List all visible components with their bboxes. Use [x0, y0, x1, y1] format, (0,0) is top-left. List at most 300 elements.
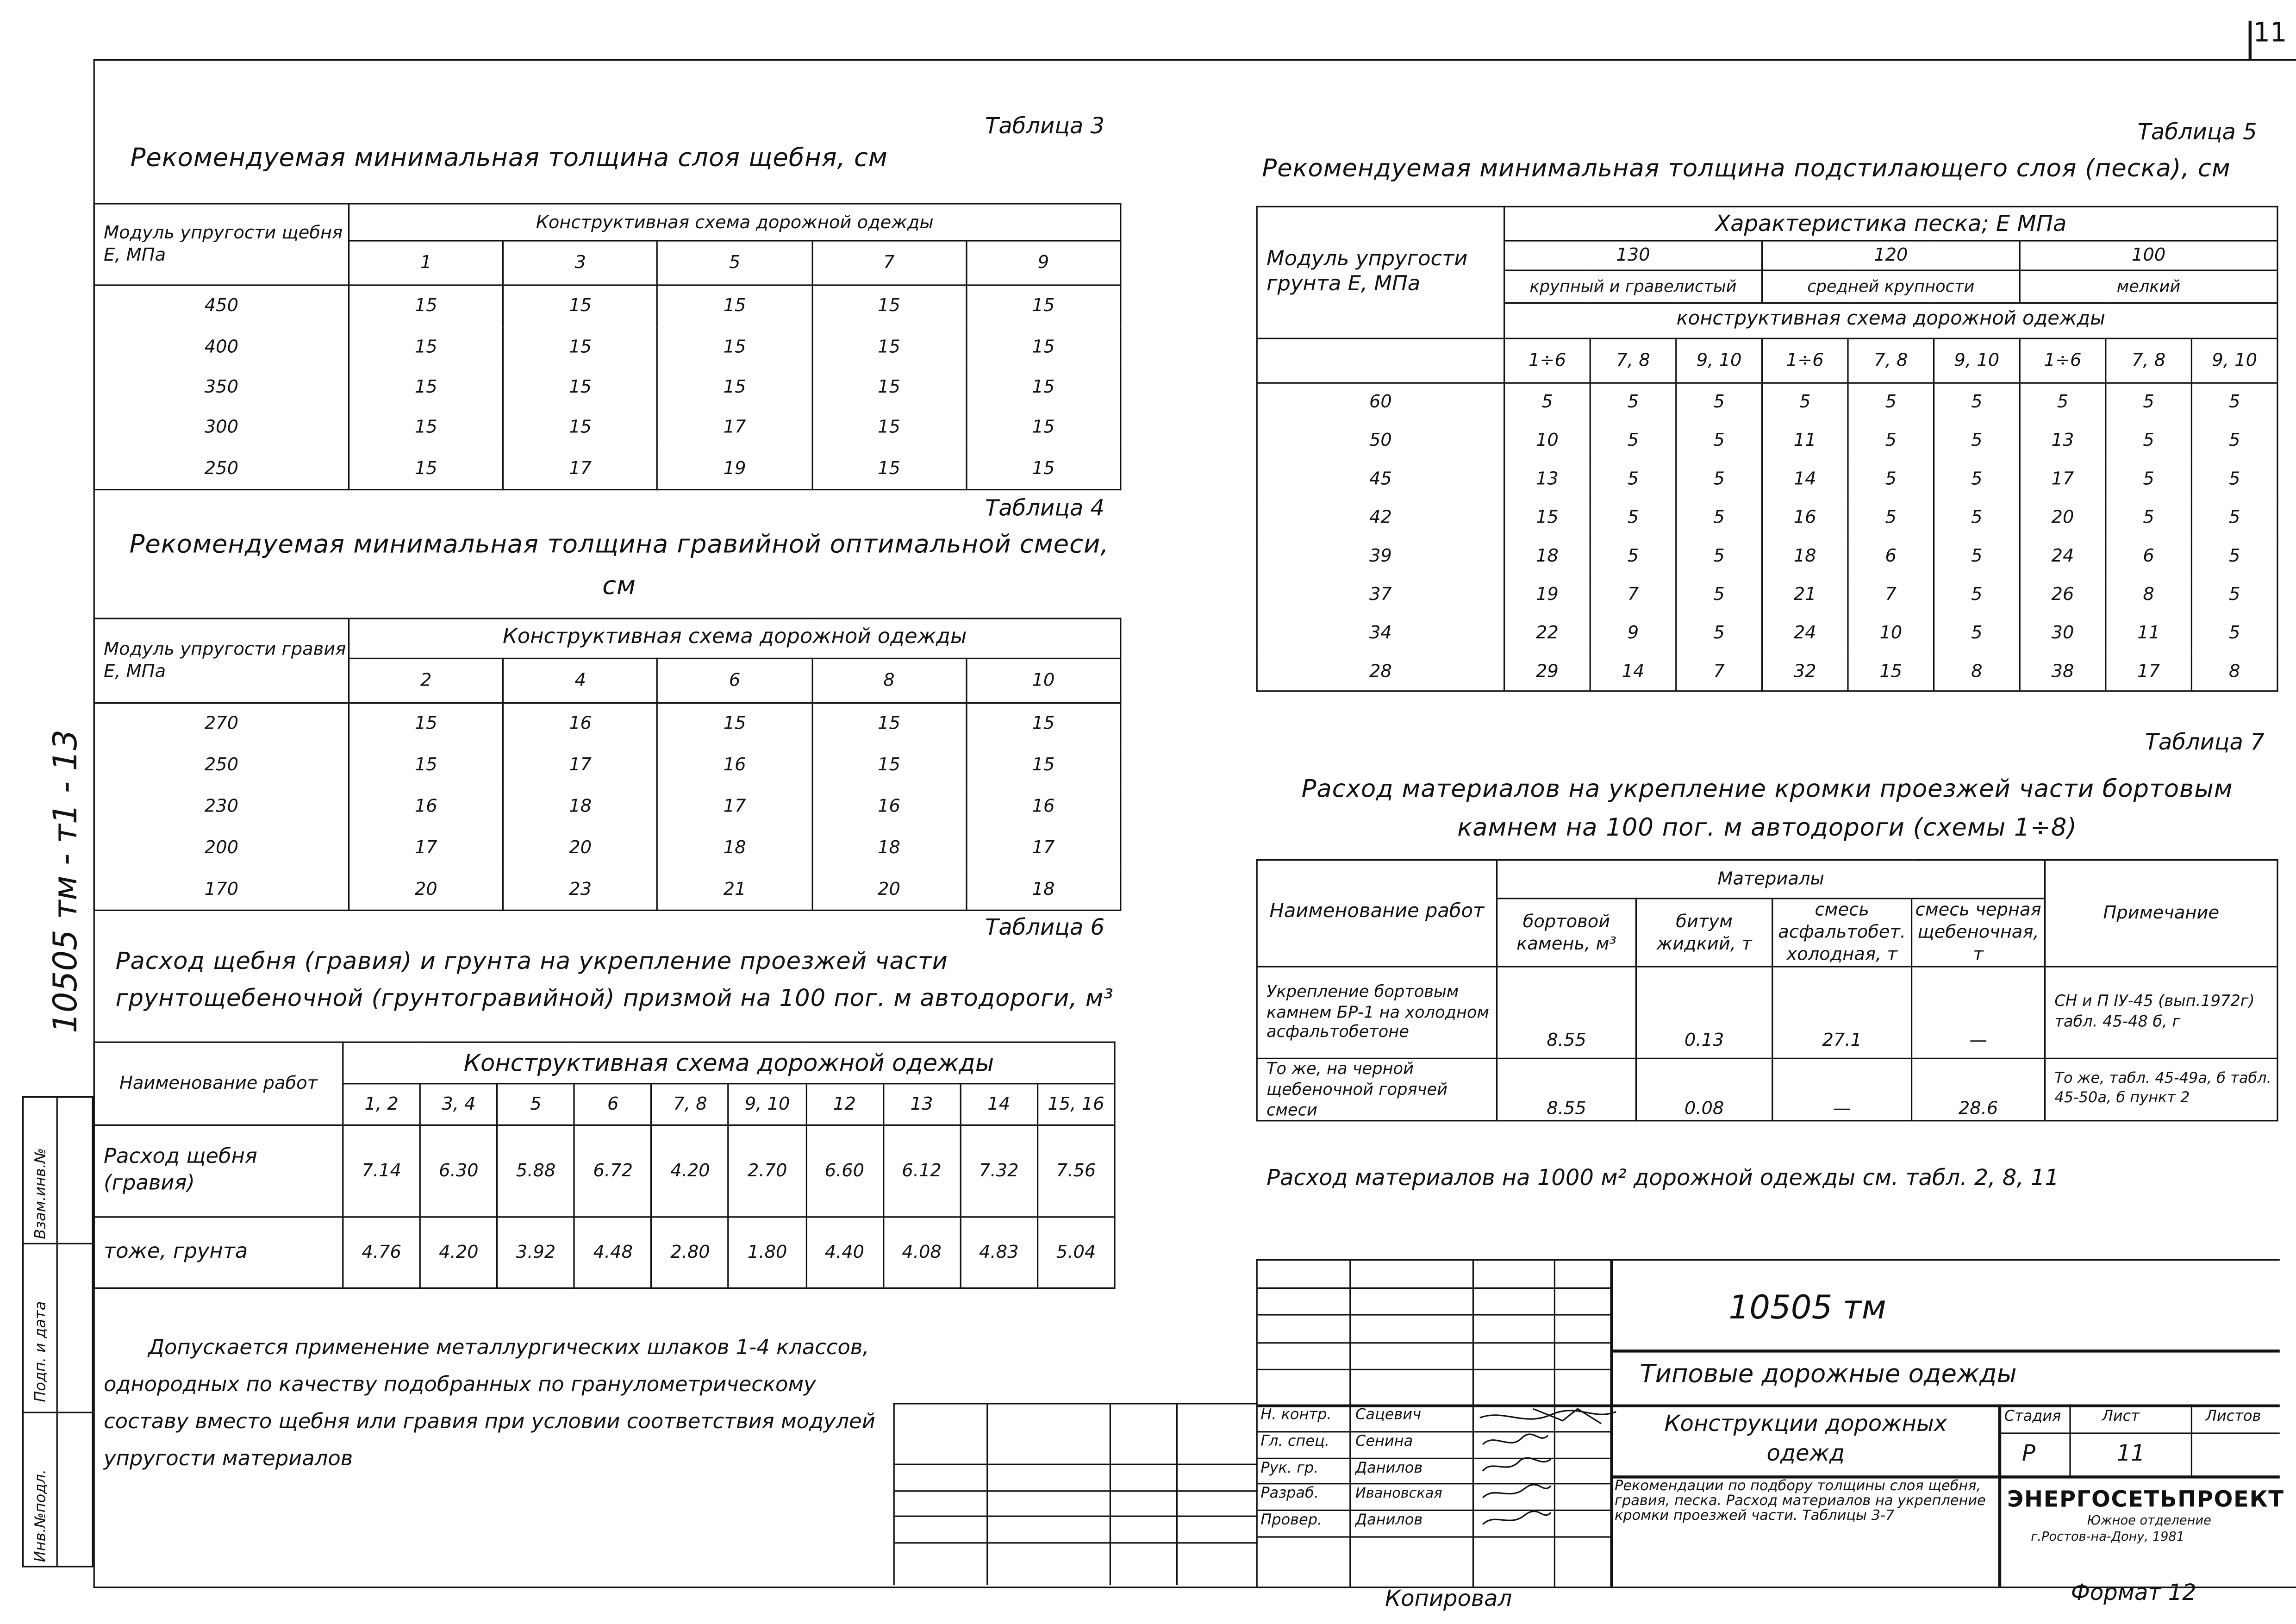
- table-cell: 5: [2106, 383, 2192, 421]
- table6-row-header: Наименование работ: [94, 1042, 343, 1125]
- table-cell: 5: [1848, 460, 1934, 499]
- role-name: Данилов: [1355, 1512, 1423, 1529]
- table-cell: 15: [1504, 499, 1591, 537]
- format-label: Формат 12: [2071, 1579, 2196, 1606]
- table5-group-header: Характеристика песка; Е МПа: [1504, 206, 2277, 241]
- table-cell: 5: [1934, 383, 2020, 421]
- table-cell: 15: [966, 703, 1121, 744]
- table-row: [94, 703, 1121, 744]
- table-cell: 15: [966, 367, 1121, 407]
- table-cell: 34: [1257, 614, 1504, 652]
- table-cell: 17: [966, 827, 1121, 869]
- table-cell: 20: [812, 869, 966, 911]
- table-cell: 15: [349, 448, 503, 490]
- table-cell: 8: [2191, 653, 2277, 691]
- table-cell: 15: [966, 448, 1121, 490]
- table5-row-header: Модуль упругости грунта Е, МПа: [1257, 206, 1504, 338]
- table-cell: 15: [657, 285, 811, 327]
- table4-col-header: 6: [657, 658, 811, 703]
- table6-col-header: 13: [883, 1084, 961, 1125]
- table-cell: 17: [503, 744, 657, 786]
- table-cell: 2.70: [729, 1125, 806, 1217]
- table-cell: 30: [2020, 614, 2106, 652]
- table6-col-header: 15, 16: [1037, 1084, 1115, 1125]
- table-cell: 22: [1504, 614, 1591, 652]
- table-cell: 17: [657, 407, 811, 448]
- table7-col-header: смесь черная щебеночная, т: [1912, 899, 2045, 967]
- table-cell: 8.55: [1497, 967, 1636, 1058]
- table5-title: Рекомендуемая минимальная толщина подстилающего слоя (песка), см: [1262, 154, 2231, 182]
- materials-reference-note: Расход материалов на 1000 м² дорожной одежды см. табл. 2, 8, 11: [1267, 1164, 2059, 1191]
- table7-col-header: бортовой камень, м³: [1497, 899, 1636, 967]
- table6-label: Таблица 6: [985, 914, 1105, 941]
- table4-col-header: 2: [349, 658, 503, 703]
- table6-col-header: 5: [497, 1084, 574, 1125]
- table-cell: 5: [1934, 537, 2020, 575]
- table4-title: Рекомендуемая минимальная толщина гравийной оптимальной смеси, см: [129, 530, 1109, 602]
- table3: [94, 203, 1122, 490]
- table-cell: 3.92: [497, 1217, 574, 1288]
- table-cell: 5: [2106, 460, 2192, 499]
- table7-row-header: Наименование работ: [1257, 860, 1497, 967]
- table-cell: 13: [1504, 460, 1591, 499]
- table-cell: 20: [349, 869, 503, 911]
- table-cell: 16: [812, 786, 966, 828]
- table7-title: Расход материалов на укрепление кромки проезжей части бортовым камнем на 100 пог. м автодороги (схемы 1÷8): [1301, 775, 2233, 842]
- table-cell: 6: [2106, 537, 2192, 575]
- table-cell: 6.30: [420, 1125, 498, 1217]
- table-cell: 5: [1676, 421, 1762, 460]
- table-cell-empty: [1257, 338, 1504, 383]
- page-number: 11: [2253, 18, 2287, 49]
- table7-col-header: смесь асфальтобет. холодная, т: [1772, 899, 1912, 967]
- table5-group-e: 120: [1762, 241, 2020, 270]
- table7: [1256, 859, 2278, 1122]
- table-cell: 0.13: [1636, 967, 1772, 1058]
- table-cell: 270: [94, 703, 349, 744]
- table-cell: 15: [812, 285, 966, 327]
- table-cell: 1.80: [729, 1217, 806, 1288]
- table5-col-header: 1÷6: [2020, 338, 2106, 383]
- table-cell: 15: [812, 407, 966, 448]
- table4-col-header: 10: [966, 658, 1121, 703]
- table4-col-header: 8: [812, 658, 966, 703]
- table3-col-header: 5: [657, 241, 811, 285]
- table-cell: 15: [503, 285, 657, 327]
- table3-row-header: Модуль упругости щебня Е, МПа: [94, 204, 349, 285]
- table5-col-header: 1÷6: [1504, 338, 1591, 383]
- table-cell: 6.72: [574, 1125, 652, 1217]
- project-name: Типовые дорожные одежды: [1640, 1360, 2017, 1390]
- org-sub: Южное отделение: [2087, 1514, 2211, 1529]
- table-cell: 7.14: [343, 1125, 420, 1217]
- table6: [94, 1042, 1116, 1289]
- table-cell: 15: [657, 367, 811, 407]
- table-cell: 5: [1676, 499, 1762, 537]
- stage-label: Стадия: [2004, 1409, 2061, 1425]
- table-cell: 6: [1848, 537, 1934, 575]
- table7-label: Таблица 7: [2145, 729, 2265, 756]
- table-cell: 7: [1676, 653, 1762, 691]
- table-cell: 11: [2106, 614, 2192, 652]
- table-cell: 18: [812, 827, 966, 869]
- table-cell: 18: [966, 869, 1121, 911]
- table-cell: 18: [657, 827, 811, 869]
- table-row: [1257, 537, 2277, 575]
- table-cell: 38: [2020, 653, 2106, 691]
- table-cell: СН и П ІУ-45 (вып.1972г) табл. 45-48 б, г: [2045, 967, 2277, 1058]
- table-row: [94, 285, 1121, 327]
- table-cell: 7: [1848, 575, 1934, 614]
- table-cell: 17: [657, 786, 811, 828]
- table5-group-e: 100: [2020, 241, 2277, 270]
- table-cell: 5: [2191, 421, 2277, 460]
- table-cell: 5: [1934, 614, 2020, 652]
- table-cell: 200: [94, 827, 349, 869]
- title-block: [1256, 1259, 2284, 1587]
- table-cell: 450: [94, 285, 349, 327]
- role-name: Сенина: [1355, 1434, 1413, 1450]
- table-row: [94, 327, 1121, 367]
- table-cell: 15: [966, 744, 1121, 786]
- table-cell: 5: [1934, 421, 2020, 460]
- table-cell: 26: [2020, 575, 2106, 614]
- table5-group-kind: крупный и гравелистый: [1504, 270, 1762, 303]
- table-cell: 5.04: [1037, 1217, 1115, 1288]
- role-name: Сацевич: [1355, 1407, 1421, 1424]
- table-cell: 15: [503, 367, 657, 407]
- table5: [1256, 206, 2278, 692]
- table-cell: 15: [349, 744, 503, 786]
- table3-col-header: 3: [503, 241, 657, 285]
- table-cell: 9: [1590, 614, 1676, 652]
- table5-col-header: 1÷6: [1762, 338, 1848, 383]
- table-cell: 5: [1676, 383, 1762, 421]
- table-cell: 50: [1257, 421, 1504, 460]
- table5-scheme-header: конструктивная схема дорожной одежды: [1504, 303, 2277, 338]
- table3-col-header: 9: [966, 241, 1121, 285]
- table-cell: 28.6: [1912, 1058, 2045, 1121]
- table-cell: 5: [1590, 383, 1676, 421]
- slag-note: Допускается применение металлургических шлаков 1-4 классов, однородных по качеству подобранных по гранулометрическому составу вместо щебня или гравия при условии соответствия модулей упругости материалов: [104, 1336, 875, 1471]
- table-cell: 21: [1762, 575, 1848, 614]
- table-cell: 14: [1762, 460, 1848, 499]
- copied-label: Копировал: [1385, 1585, 1512, 1612]
- table-cell: 4.76: [343, 1217, 420, 1288]
- table-row: [1257, 421, 2277, 460]
- table5-group-kind: средней крупности: [1762, 270, 2020, 303]
- table-cell: 5: [1762, 383, 1848, 421]
- table-cell: 15: [812, 703, 966, 744]
- table4-row-header: Модуль упругости гравия Е, МПа: [94, 618, 349, 703]
- role-label: Провер.: [1260, 1512, 1323, 1529]
- table-cell: 5: [1848, 421, 1934, 460]
- doc-number: 10505 тм: [1728, 1290, 1886, 1328]
- table-cell: 5: [2191, 537, 2277, 575]
- table-cell: 5.88: [497, 1125, 574, 1217]
- table-cell: 5: [2191, 499, 2277, 537]
- table3-title: Рекомендуемая минимальная толщина слоя щебня, см: [130, 144, 888, 174]
- table-row: [94, 744, 1121, 786]
- stamp-label-inventory: Инв.№подл.: [33, 1469, 50, 1562]
- role-name: Ивановская: [1355, 1486, 1442, 1502]
- table6-title: Расход щебня (гравия) и грунта на укрепление проезжей части грунтощебеночной (грунтогравийной) призмой на 100 пог. м автодороги, м³: [115, 946, 1114, 1012]
- table-cell: 15: [657, 327, 811, 367]
- table4-col-header: 4: [503, 658, 657, 703]
- table-cell: 16: [966, 786, 1121, 828]
- table-cell: 20: [2020, 499, 2106, 537]
- table-cell: 45: [1257, 460, 1504, 499]
- part-name: Конструкции дорожных одежд: [1664, 1410, 1947, 1467]
- table-cell: 4.20: [652, 1125, 729, 1217]
- table-cell: 8: [2106, 575, 2192, 614]
- signature-scribbles: [1474, 1406, 1637, 1537]
- sheets-label: Листов: [2205, 1409, 2261, 1425]
- table-row: [1257, 460, 2277, 499]
- table-cell: 170: [94, 869, 349, 911]
- table-cell: 17: [2106, 653, 2192, 691]
- table-cell: 5: [2191, 460, 2277, 499]
- table6-col-header: 12: [806, 1084, 883, 1125]
- table-cell: 5: [1590, 421, 1676, 460]
- table5-col-header: 9, 10: [2191, 338, 2277, 383]
- table-cell: тоже, грунта: [94, 1217, 343, 1288]
- table-row: [94, 1125, 1115, 1217]
- table-cell: 15: [1848, 653, 1934, 691]
- table-cell: 60: [1257, 383, 1504, 421]
- table-row: [1257, 1058, 2277, 1121]
- table5-label: Таблица 5: [2137, 119, 2257, 145]
- table-cell: 5: [2191, 575, 2277, 614]
- table5-col-header: 9, 10: [1676, 338, 1762, 383]
- table-cell: 6.60: [806, 1125, 883, 1217]
- table4: [94, 618, 1122, 911]
- table-cell: 7.56: [1037, 1125, 1115, 1217]
- table-row: [94, 407, 1121, 448]
- table7-note-header: Примечание: [2045, 860, 2277, 967]
- table-cell: 29: [1504, 653, 1591, 691]
- role-label: Гл. спец.: [1260, 1434, 1329, 1450]
- table-cell: 5: [2191, 614, 2277, 652]
- table-row: [1257, 614, 2277, 652]
- table-cell: 5: [1590, 537, 1676, 575]
- table7-group-header: Материалы: [1497, 860, 2045, 899]
- table-cell: 15: [966, 285, 1121, 327]
- table-cell: 16: [657, 744, 811, 786]
- table-cell: 350: [94, 367, 349, 407]
- table-cell: 300: [94, 407, 349, 448]
- table-row: [1257, 383, 2277, 421]
- table5-col-header: 9, 10: [1934, 338, 2020, 383]
- table7-col-header: битум жидкий, т: [1636, 899, 1772, 967]
- table5-col-header: 7, 8: [2106, 338, 2192, 383]
- table-cell: 42: [1257, 499, 1504, 537]
- table3-col-header: 1: [349, 241, 503, 285]
- table-cell: 4.20: [420, 1217, 498, 1288]
- table-cell: 15: [812, 744, 966, 786]
- table-cell: 5: [1504, 383, 1591, 421]
- table-row: [94, 869, 1121, 911]
- table-cell: 19: [657, 448, 811, 490]
- table3-label: Таблица 3: [985, 112, 1105, 139]
- table6-group-header: Конструктивная схема дорожной одежды: [343, 1042, 1115, 1084]
- top-right-mark: [2249, 21, 2251, 59]
- table-cell: 15: [812, 327, 966, 367]
- table-cell: 400: [94, 327, 349, 367]
- table-cell: 15: [812, 448, 966, 490]
- table-row: [94, 367, 1121, 407]
- org-name: ЭНЕРГОСЕТЬПРОЕКТ: [2007, 1486, 2284, 1513]
- revision-grid: [893, 1403, 1258, 1585]
- table6-col-header: 3, 4: [420, 1084, 498, 1125]
- table-cell: 16: [349, 786, 503, 828]
- table-cell: 17: [2020, 460, 2106, 499]
- table6-col-header: 6: [574, 1084, 652, 1125]
- table-cell: 5: [1848, 499, 1934, 537]
- role-label: Н. контр.: [1260, 1407, 1332, 1424]
- stamp-label-replace: Взам.инв.№: [33, 1148, 50, 1239]
- table-cell: 8.55: [1497, 1058, 1636, 1121]
- table-cell: 39: [1257, 537, 1504, 575]
- table-cell: 250: [94, 744, 349, 786]
- table-cell: 24: [2020, 537, 2106, 575]
- table-cell: 5: [2020, 383, 2106, 421]
- table4-body: [94, 703, 1121, 910]
- table-cell: 37: [1257, 575, 1504, 614]
- table5-col-header: 7, 8: [1590, 338, 1676, 383]
- table-cell: 5: [1676, 460, 1762, 499]
- table4-group-header: Конструктивная схема дорожной одежды: [349, 618, 1121, 658]
- table-cell: 10: [1848, 614, 1934, 652]
- table-cell: 7.32: [960, 1125, 1037, 1217]
- table-row: [1257, 967, 2277, 1058]
- table-cell: 5: [1848, 383, 1934, 421]
- table5-body: [1257, 383, 2277, 691]
- table-cell: 13: [2020, 421, 2106, 460]
- table-cell: 14: [1590, 653, 1676, 691]
- sheet-title: Рекомендации по подбору толщины слоя щебня, гравия, песка. Расход материалов на укрепление кромки проезжей части. Таблицы 3-7: [1615, 1478, 1986, 1524]
- table-cell: 5: [1934, 460, 2020, 499]
- sheet-label: Лист: [2102, 1409, 2140, 1425]
- table-cell: 2.80: [652, 1217, 729, 1288]
- table-cell: 15: [349, 367, 503, 407]
- table-cell: 5: [2106, 421, 2192, 460]
- table5-col-header: 7, 8: [1848, 338, 1934, 383]
- table-cell: 4.08: [883, 1217, 961, 1288]
- table-cell: 4.83: [960, 1217, 1037, 1288]
- table-cell: 10: [1504, 421, 1591, 460]
- table-cell: Расход щебня (гравия): [94, 1125, 343, 1217]
- table-cell: 4.40: [806, 1217, 883, 1288]
- table-row: [94, 827, 1121, 869]
- table6-col-header: 9, 10: [729, 1084, 806, 1125]
- table-cell: 19: [1504, 575, 1591, 614]
- org-city: г.Ростов-на-Дону, 1981: [2031, 1530, 2185, 1545]
- table-cell: 0.08: [1636, 1058, 1772, 1121]
- table-cell: 18: [1504, 537, 1591, 575]
- table-cell: 15: [503, 327, 657, 367]
- table-cell: 17: [349, 827, 503, 869]
- table-cell: 5: [1590, 499, 1676, 537]
- table-cell: 16: [503, 703, 657, 744]
- table-cell: 15: [503, 407, 657, 448]
- side-stamp: [22, 1096, 94, 1568]
- table-cell: 11: [1762, 421, 1848, 460]
- table3-body: [94, 285, 1121, 490]
- table5-group-e: 130: [1504, 241, 1762, 270]
- table-cell: 27.1: [1772, 967, 1912, 1058]
- table-cell: 15: [349, 285, 503, 327]
- table3-group-header: Конструктивная схема дорожной одежды: [349, 204, 1121, 241]
- table-cell: Укрепление бортовым камнем БР-1 на холодном асфальтобетоне: [1257, 967, 1497, 1058]
- table-row: [1257, 575, 2277, 614]
- table-cell: 5: [1934, 499, 2020, 537]
- table-cell: 5: [1676, 614, 1762, 652]
- table-cell: —: [1912, 967, 2045, 1058]
- table-cell: 5: [2106, 499, 2192, 537]
- table6-col-header: 1, 2: [343, 1084, 420, 1125]
- stage-value: Р: [2022, 1440, 2035, 1467]
- table3-col-header: 7: [812, 241, 966, 285]
- table-cell: 18: [1762, 537, 1848, 575]
- table-cell: 7: [1590, 575, 1676, 614]
- table-cell: 18: [503, 786, 657, 828]
- table-cell: То же, табл. 45-49а, б табл. 45-50а, б пункт 2: [2045, 1058, 2277, 1121]
- table-cell: 15: [966, 407, 1121, 448]
- table-row: [1257, 499, 2277, 537]
- table-cell: 15: [349, 327, 503, 367]
- table-cell: 17: [503, 448, 657, 490]
- table-cell: 32: [1762, 653, 1848, 691]
- table-cell: 15: [812, 367, 966, 407]
- table-cell: 6.12: [883, 1125, 961, 1217]
- table-cell: 5: [2191, 383, 2277, 421]
- table-cell: 24: [1762, 614, 1848, 652]
- table-row: [94, 1217, 1115, 1288]
- table-cell: То же, на черной щебеночной горячей смеси: [1257, 1058, 1497, 1121]
- table-cell: 15: [657, 703, 811, 744]
- table-cell: 20: [503, 827, 657, 869]
- table-cell: 250: [94, 448, 349, 490]
- table-cell: 5: [1590, 460, 1676, 499]
- table-row: [1257, 653, 2277, 691]
- table5-group-kind: мелкий: [2020, 270, 2277, 303]
- role-label: Рук. гр.: [1260, 1461, 1319, 1477]
- table-row: [94, 448, 1121, 490]
- table-row: [94, 786, 1121, 828]
- table-cell: 15: [349, 407, 503, 448]
- table-cell: 5: [1934, 575, 2020, 614]
- table-cell: 21: [657, 869, 811, 911]
- table-cell: 8: [1934, 653, 2020, 691]
- table-cell: 5: [1676, 537, 1762, 575]
- role-label: Разраб.: [1260, 1486, 1319, 1502]
- sheet-value: 11: [2116, 1440, 2145, 1467]
- table-cell: 4.48: [574, 1217, 652, 1288]
- table-cell: 23: [503, 869, 657, 911]
- stamp-label-signature: Подп. и дата: [33, 1301, 50, 1402]
- table-cell: 5: [1676, 575, 1762, 614]
- table-cell: 28: [1257, 653, 1504, 691]
- table-cell: 15: [349, 703, 503, 744]
- table6-col-header: 14: [960, 1084, 1037, 1125]
- table-cell: —: [1772, 1058, 1912, 1121]
- side-doc-code: 10505 тм - т1 - 13: [48, 729, 85, 1033]
- table4-label: Таблица 4: [985, 494, 1105, 522]
- role-name: Данилов: [1355, 1461, 1423, 1477]
- table-cell: 230: [94, 786, 349, 828]
- table6-col-header: 7, 8: [652, 1084, 729, 1125]
